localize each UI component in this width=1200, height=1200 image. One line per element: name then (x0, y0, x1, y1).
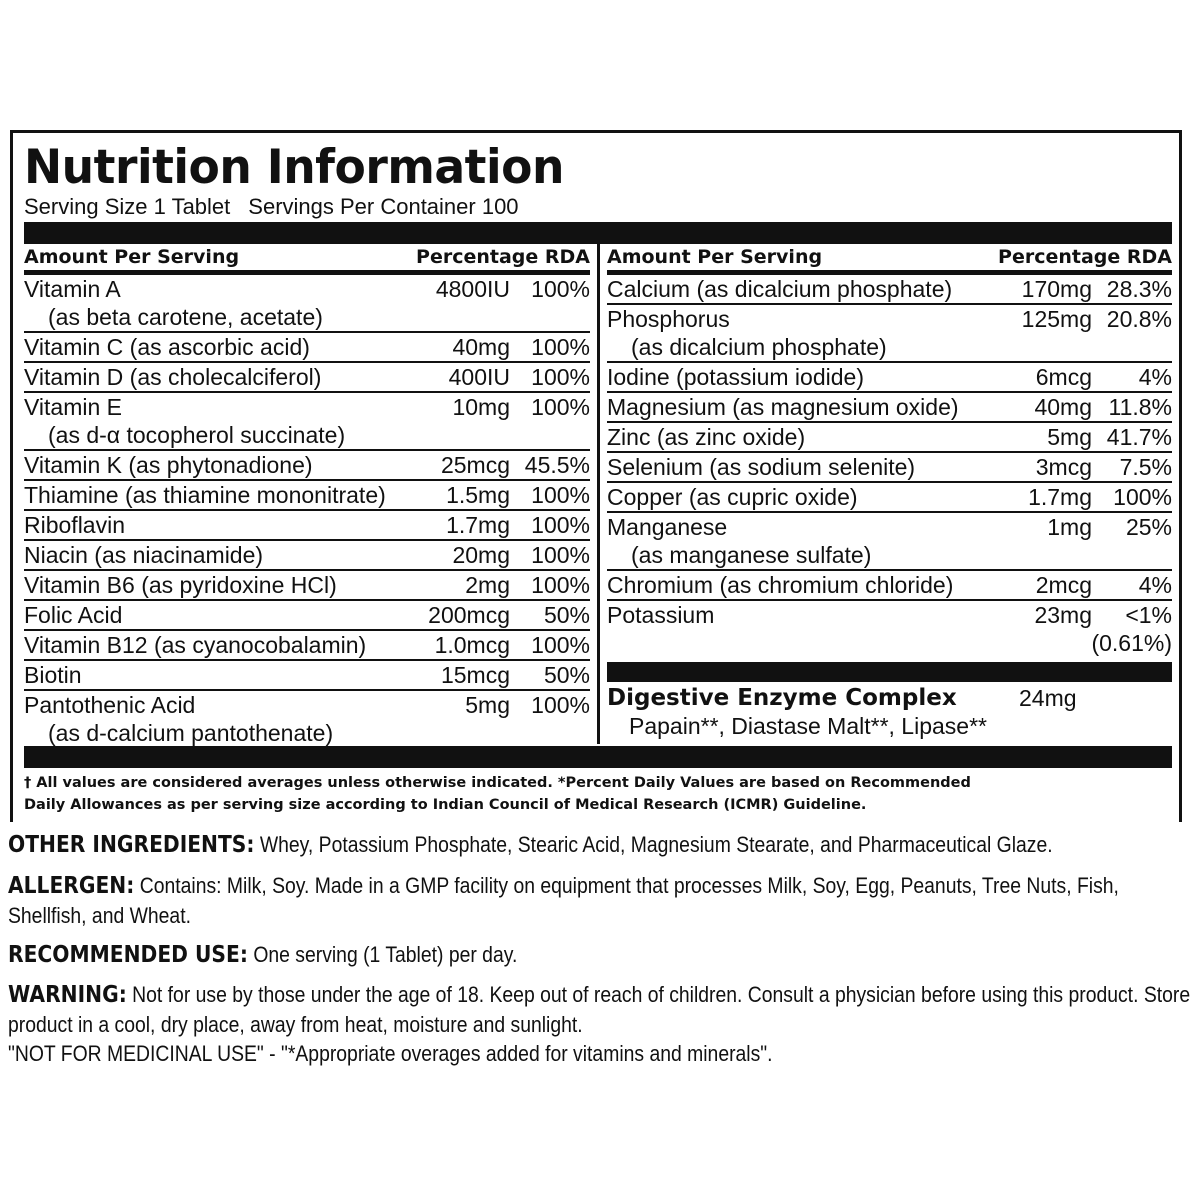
warning-text: Not for use by those under the age of 18. Keep out of reach of children. Consult a physician before using this product. Store product in a cool, dry place, away from heat, moisture and sunlight. (8, 982, 1191, 1037)
nutrient-amount: 15mcg (440, 662, 510, 688)
nutrient-name: Pantothenic Acid (24, 692, 196, 718)
enzyme-list: Papain**, Diastase Malt**, Lipase** (629, 713, 987, 739)
nutrient-rda: 4% (1138, 364, 1172, 390)
nutrient-rda: 4% (1138, 572, 1172, 598)
nutrient-row (607, 483, 1172, 513)
nutrient-row (24, 661, 590, 691)
nutrient-name: Vitamin A (24, 276, 121, 302)
nutrient-amount: 6mcg (1035, 364, 1092, 390)
nutrient-name: Potassium (607, 602, 715, 628)
nutrient-source: (as manganese sulfate) (631, 542, 872, 568)
nutrient-amount: 200mcg (428, 602, 510, 628)
nutrient-row (24, 571, 590, 601)
nutrient-rda: 100% (531, 276, 590, 302)
nutrient-rda: 50% (543, 662, 590, 688)
nutrient-rda: 100% (531, 542, 590, 568)
bottom-thick-rule (24, 746, 1172, 768)
nutrient-row (24, 333, 590, 363)
nutrient-row (607, 393, 1172, 423)
nutrient-rda: 100% (531, 364, 590, 390)
nutrient-amount: 23mg (1034, 602, 1092, 628)
enzyme-complex (607, 684, 1172, 740)
nutrient-name: Vitamin E (24, 394, 123, 420)
allergen-label: ALLERGEN: (8, 873, 135, 899)
nutrient-row (24, 631, 590, 661)
warning (8, 980, 1196, 1068)
nutrient-row (24, 601, 590, 631)
nutrient-source: (as d-α tocopherol succinate) (48, 422, 346, 448)
nutrient-rda: 25% (1125, 514, 1172, 540)
nutrient-rda-detail: (0.61%) (1091, 630, 1172, 656)
nutrient-source: (as beta carotene, acetate) (48, 304, 323, 330)
enzyme-amount: 24mg (1019, 685, 1077, 711)
enzyme-rule (607, 662, 1172, 682)
nutrient-rda: 50% (543, 602, 590, 628)
vitamins-column (24, 244, 590, 749)
nutrient-row (24, 541, 590, 571)
nutrient-rda: 100% (531, 394, 590, 420)
nutrient-amount: 1.5mg (446, 482, 510, 508)
nutrient-name: Vitamin D (as cholecalciferol) (24, 364, 322, 390)
footnote (24, 772, 1174, 816)
nutrient-rda: 28.3% (1106, 276, 1172, 302)
nutrient-rda: 100% (531, 572, 590, 598)
nutrient-name: Phosphorus (607, 306, 730, 332)
nutrient-amount: 5mg (465, 692, 510, 718)
nutrient-amount: 400IU (448, 364, 510, 390)
nutrient-name: Magnesium (as magnesium oxide) (607, 394, 959, 420)
nutrient-name: Riboflavin (24, 512, 125, 538)
nutrient-name: Manganese (607, 514, 728, 540)
header-amount: Amount Per Serving (24, 246, 240, 268)
column-header (607, 244, 1172, 270)
column-header (24, 244, 590, 270)
nutrient-rda: 100% (531, 482, 590, 508)
nutrient-amount: 1.7mg (1028, 484, 1092, 510)
nutrient-amount: 2mg (465, 572, 510, 598)
nutrient-row (607, 305, 1172, 363)
serving-info (24, 194, 519, 220)
nutrient-name: Niacin (as niacinamide) (24, 542, 264, 568)
nutrient-name: Vitamin B12 (as cyanocobalamin) (24, 632, 367, 658)
top-thick-rule (24, 222, 1172, 244)
nutrient-rda: 100% (531, 512, 590, 538)
nutrient-amount: 170mg (1021, 276, 1092, 302)
nutrient-amount: 5mg (1047, 424, 1092, 450)
footnote-line-2: Daily Allowances as per serving size according to Indian Council of Medical Research (ICMR) Guideline. (24, 797, 867, 813)
nutrient-rda: 100% (531, 692, 590, 718)
nutrient-row (607, 453, 1172, 483)
nutrient-rda: <1% (1125, 602, 1172, 628)
recommended-use-label: RECOMMENDED USE: (8, 942, 248, 968)
nutrient-amount: 3mcg (1035, 454, 1092, 480)
nutrient-row (607, 423, 1172, 453)
serving-size: Serving Size 1 Tablet (24, 194, 231, 219)
other-ingredients-label: OTHER INGREDIENTS: (8, 832, 255, 858)
nutrient-amount: 125mg (1021, 306, 1092, 332)
servings-per-container: Servings Per Container 100 (248, 194, 519, 219)
nutrient-rda: 7.5% (1119, 454, 1172, 480)
nutrient-amount: 1mg (1047, 514, 1092, 540)
nutrient-row (607, 571, 1172, 601)
minerals-column (607, 244, 1172, 659)
header-rda: Percentage RDA (998, 246, 1172, 268)
nutrient-name: Selenium (as sodium selenite) (607, 454, 916, 480)
nutrient-amount: 25mcg (440, 452, 510, 478)
nutrient-row (607, 363, 1172, 393)
nutrient-amount: 40mg (452, 334, 510, 360)
nutrient-name: Iodine (potassium iodide) (607, 364, 864, 390)
nutrient-row (24, 481, 590, 511)
header-amount: Amount Per Serving (607, 246, 823, 268)
other-ingredients (8, 830, 1196, 860)
nutrient-name: Biotin (24, 662, 82, 688)
nutrient-name: Copper (as cupric oxide) (607, 484, 858, 510)
nutrient-amount: 4800IU (435, 276, 510, 302)
nutrient-row (24, 511, 590, 541)
column-divider (597, 244, 600, 744)
warning-label: WARNING: (8, 982, 127, 1008)
nutrient-row (24, 393, 590, 451)
nutrient-source: (as dicalcium phosphate) (631, 334, 887, 360)
nutrient-amount: 1.7mg (446, 512, 510, 538)
nutrient-row (607, 513, 1172, 571)
nutrient-name: Chromium (as chromium chloride) (607, 572, 954, 598)
panel-title: Nutrition Information (24, 140, 564, 195)
nutrient-row (24, 451, 590, 481)
nutrient-row (24, 275, 590, 333)
warning-note: "NOT FOR MEDICINAL USE" - "*Appropriate overages added for vitamins and minerals". (8, 1041, 773, 1066)
nutrient-row (607, 601, 1172, 659)
nutrient-rda: 45.5% (524, 452, 590, 478)
nutrient-name: Folic Acid (24, 602, 123, 628)
other-ingredients-text: Whey, Potassium Phosphate, Stearic Acid, Magnesium Stearate, and Pharmaceutical Glaze. (259, 832, 1053, 857)
nutrient-amount: 10mg (452, 394, 510, 420)
nutrient-name: Thiamine (as thiamine mononitrate) (24, 482, 386, 508)
recommended-use-text: One serving (1 Tablet) per day. (253, 942, 518, 967)
nutrient-rda: 100% (531, 334, 590, 360)
recommended-use (8, 940, 1196, 970)
nutrient-rda: 20.8% (1106, 306, 1172, 332)
nutrient-amount: 2mcg (1035, 572, 1092, 598)
nutrient-row (24, 363, 590, 393)
allergen (8, 871, 1196, 930)
nutrient-name: Vitamin C (as ascorbic acid) (24, 334, 310, 360)
nutrient-amount: 1.0mcg (434, 632, 510, 658)
nutrient-amount: 40mg (1034, 394, 1092, 420)
nutrient-rda: 100% (531, 632, 590, 658)
nutrient-rda: 41.7% (1106, 424, 1172, 450)
nutrient-name: Vitamin K (as phytonadione) (24, 452, 313, 478)
nutrient-name: Calcium (as dicalcium phosphate) (607, 276, 953, 302)
footnote-line-1: † All values are considered averages unless otherwise indicated. *Percent Daily Values are based on Recommended (24, 775, 971, 791)
nutrient-name: Zinc (as zinc oxide) (607, 424, 806, 450)
header-rda: Percentage RDA (416, 246, 590, 268)
nutrient-row (24, 691, 590, 749)
nutrient-rda: 100% (1113, 484, 1172, 510)
enzyme-name: Digestive Enzyme Complex (607, 685, 957, 711)
nutrient-name: Vitamin B6 (as pyridoxine HCl) (24, 572, 337, 598)
allergen-text: Contains: Milk, Soy. Made in a GMP facility on equipment that processes Milk, Soy, Egg, Peanuts, Tree Nuts, Fish, Shellfish, and Wheat. (8, 873, 1119, 928)
nutrient-rda: 11.8% (1108, 394, 1172, 420)
nutrient-source: (as d-calcium pantothenate) (48, 720, 334, 746)
nutrient-amount: 20mg (452, 542, 510, 568)
nutrient-row (607, 275, 1172, 305)
